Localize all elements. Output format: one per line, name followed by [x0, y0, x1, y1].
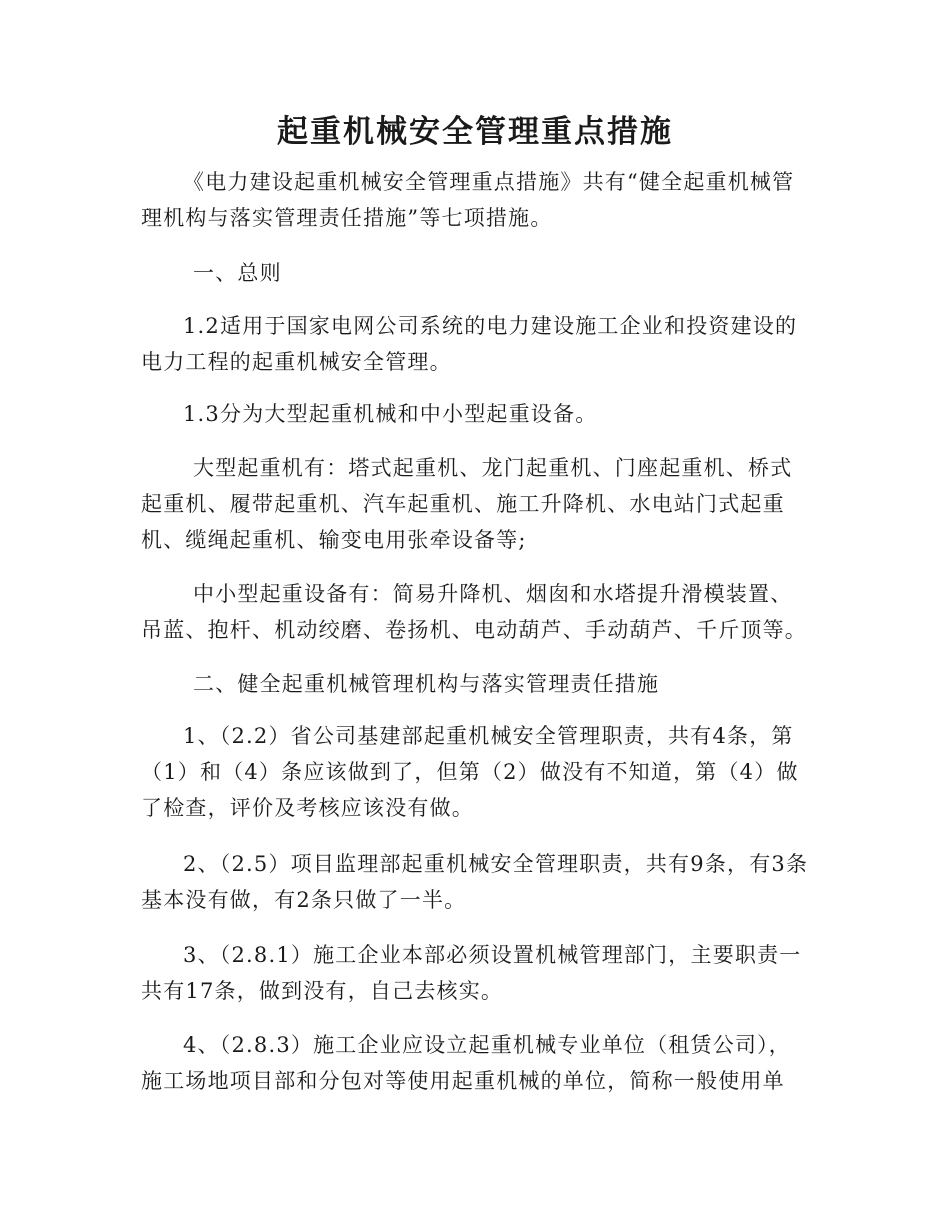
intro-paragraph: 《电力建设起重机械安全管理重点措施》共有“健全起重机械管理机构与落实管理责任措施”等七项措施。	[141, 170, 795, 230]
paragraph-item-2: 2、（2.5）项目监理部起重机械安全管理职责，共有9条，有3条基本没有做，有2条只做了一半。	[141, 852, 809, 912]
section-heading-general: 一、总则	[193, 261, 282, 285]
paragraph-large-cranes: 大型起重机有：塔式起重机、龙门起重机、门座起重机、桥式起重机、履带起重机、汽车起重机、施工升降机、水电站门式起重机、缆绳起重机、输变电用张牵设备等;	[141, 456, 793, 552]
paragraph-item-4: 4、（2.8.3）施工企业应设立起重机械专业单位（租赁公司），施工场地项目部和分包对等使用起重机械的单位，简称一般使用单	[141, 1033, 791, 1093]
document-title: 起重机械安全管理重点措施	[277, 114, 673, 150]
paragraph-1-2: 1.2适用于国家电网公司系统的电力建设施工企业和投资建设的电力工程的起重机械安全管理。	[141, 314, 798, 374]
paragraph-1-3: 1.3分为大型起重机械和中小型起重设备。	[183, 402, 598, 426]
paragraph-item-3: 3、（2.8.1）施工企业本部必须设置机械管理部门，主要职责一共有17条，做到没有，自己去核实。	[141, 943, 802, 1003]
section-heading-management: 二、健全起重机械管理机构与落实管理责任措施	[193, 672, 660, 696]
paragraph-item-1: 1、（2.2）省公司基建部起重机械安全管理职责，共有4条，第（1）和（4）条应该做到了，但第（2）做没有不知道，第（4）做了检查，评价及考核应该没有做。	[141, 724, 799, 820]
paragraph-small-equipment: 中小型起重设备有：简易升降机、烟囱和水塔提升滑模装置、吊蓝、抱杆、机动绞磨、卷扬机、电动葫芦、手动葫芦、千斤顶等。	[141, 582, 807, 642]
